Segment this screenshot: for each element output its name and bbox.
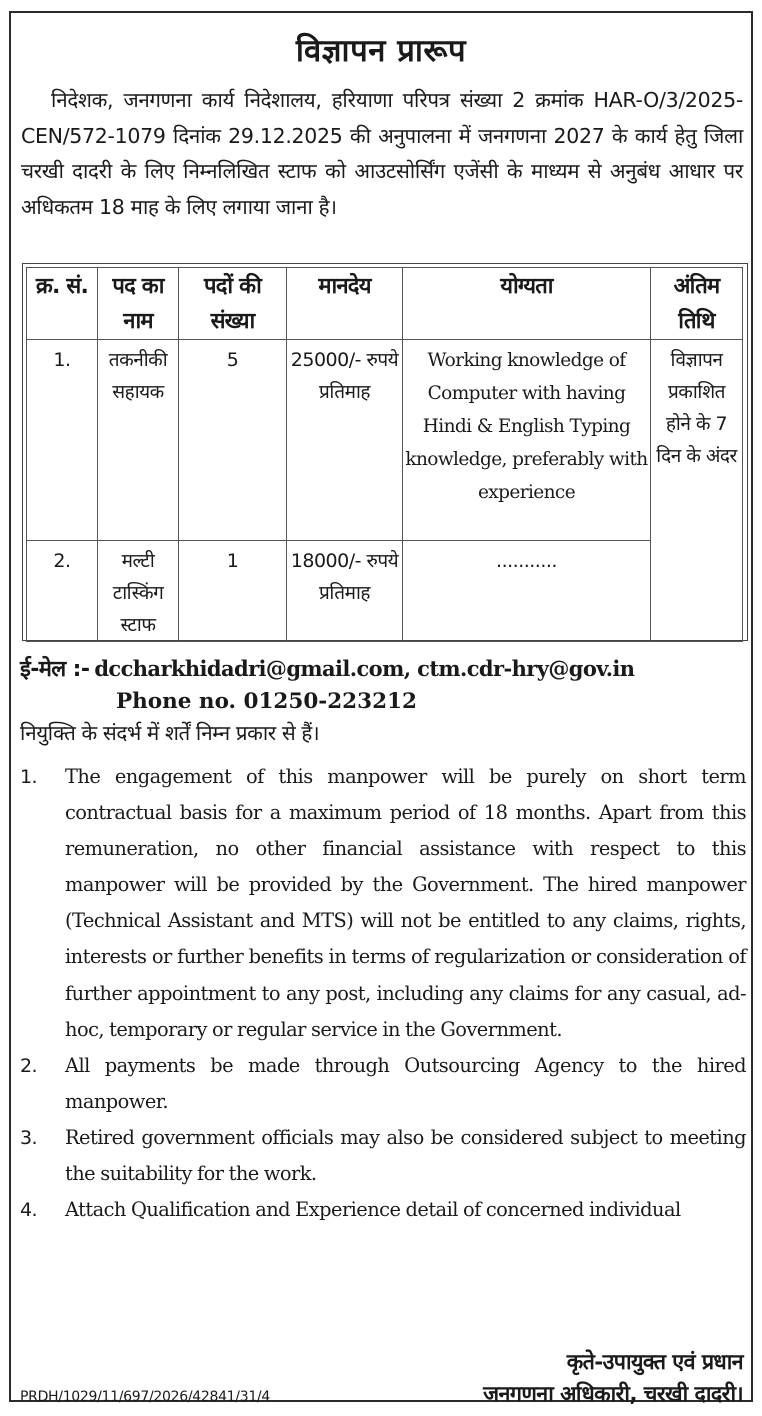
posts-table: [26, 267, 743, 642]
term-item: [20, 1120, 746, 1192]
header-last-date: अंतिम तिथि: [651, 268, 743, 340]
term-item: [20, 1192, 746, 1228]
terms-heading: नियुक्ति के संदर्भ में शर्तें निम्न प्रकार से हैं।: [20, 721, 320, 745]
cell-honorarium: 18000/- रुपये प्रतिमाह: [287, 541, 403, 642]
cell-qualification: Working knowledge of Computer with having Hindi & English Typing knowledge, preferably with experience: [403, 340, 651, 541]
term-text: Attach Qualification and Experience detail of concerned individual: [65, 1198, 681, 1222]
header-honorarium: मानदेय: [287, 268, 403, 340]
cell-serial: 2.: [27, 541, 98, 642]
terms-list: [20, 759, 746, 1228]
table-header-row: [27, 268, 743, 340]
cell-post-name: तकनीकी सहायक: [98, 340, 179, 541]
term-item: [20, 759, 746, 1048]
header-qualification: योग्यता: [403, 268, 651, 340]
term-text: All payments be made through Outsourcing Agency to the hired manpower.: [65, 1053, 746, 1113]
term-text: The engagement of this manpower will be purely on short term contractual basis for a maximum period of 18 months. Apart from this remuneration, no other financial assistance with respect to this manpower will be provided by the Government. The hired manpower (Technical Assistant and MTS) will not be entitled to any claims, rights, interests or further benefits in terms of regularization or consideration of further appointment to any post, including any claims for any casual, ad-hoc, temporary or regular service in the Government.: [65, 765, 746, 1041]
table-row: [27, 340, 743, 541]
reference-number: PRDH/1029/11/697/2026/42841/31/4: [20, 1389, 270, 1405]
cell-post-count: 1: [179, 541, 287, 642]
intro-paragraph: निदेशक, जनगणना कार्य निदेशालय, हरियाणा परिपत्र संख्या 2 क्रमांक HAR-O/3/2025-CEN/572-1079 दिनांक 29.12.2025 की अनुपालना में जनगणना 2027 के कार्य हेतु जिला चरखी दादरी के लिए निम्नलिखित स्टाफ को आउटसोर्सिंग एजेंसी के माध्यम से अनुबंध आधार पर अधिकतम 18 माह के लिए लगाया जाना है।: [21, 88, 743, 219]
term-item: [20, 1048, 746, 1120]
signatory-line-2: जनगणना अधिकारी, चरखी दादरी।: [483, 1382, 743, 1407]
email-addresses[interactable]: dccharkhidadri@gmail.com, ctm.cdr-hry@gov.in: [94, 656, 635, 681]
advertisement-frame: [9, 11, 753, 1407]
phone-number: Phone no. 01250-223212: [116, 689, 417, 714]
page-title: विज्ञापन प्रारूप: [295, 33, 467, 69]
cell-qualification: ...........: [403, 541, 651, 642]
table-row: [27, 541, 743, 642]
signatory-line-1: कृते-उपायुक्त एवं प्रधान: [566, 1350, 743, 1375]
term-number: 1.: [20, 766, 38, 788]
cell-post-name: मल्टी टास्किंग स्टाफ: [98, 541, 179, 642]
cell-serial: 1.: [27, 340, 98, 541]
term-number: 2.: [20, 1054, 38, 1077]
email-label: ई-मेल :-: [20, 657, 90, 682]
term-number: 3.: [20, 1126, 38, 1149]
term-number: 4.: [20, 1199, 38, 1222]
cell-post-count: 5: [179, 340, 287, 541]
term-text: Retired government officials may also be considered subject to meeting the suitability for the work.: [65, 1125, 746, 1186]
cell-honorarium: 25000/- रुपये प्रतिमाह: [287, 340, 403, 541]
header-post-name: पद का नाम: [98, 268, 179, 340]
header-serial: क्र. सं.: [27, 268, 98, 340]
email-line: [20, 652, 634, 686]
posts-table-frame: [22, 263, 748, 641]
cell-last-date: विज्ञापन प्रकाशित होने के 7 दिन के अंदर: [651, 340, 743, 642]
header-post-count: पदों की संख्या: [179, 268, 287, 340]
